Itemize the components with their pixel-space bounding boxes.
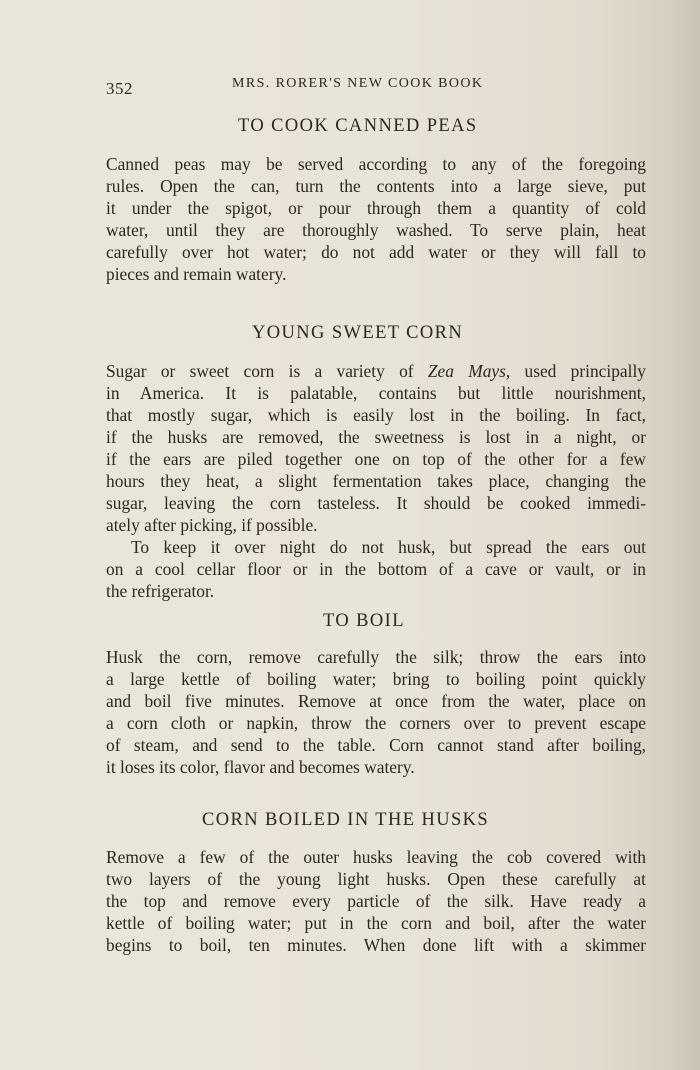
text-line: carefully over hot water; do not add water or they will fall to bbox=[106, 242, 646, 262]
text-line: hours they heat, a slight fermentation takes place, changing the bbox=[106, 471, 646, 491]
text-line: if the husks are removed, the sweetness is lost in a night, or bbox=[106, 427, 646, 447]
text-line: sugar, leaving the corn tasteless. It should be cooked immedi- bbox=[106, 493, 646, 513]
text-line: a corn cloth or napkin, throw the corners over to prevent escape bbox=[106, 713, 646, 733]
text-line: the refrigerator. bbox=[106, 581, 215, 601]
text-line: and boil five minutes. Remove at once from the water, place on bbox=[106, 691, 646, 711]
text-line: two layers of the young light husks. Open these carefully at bbox=[106, 869, 646, 889]
paragraph-sweet-corn-2 bbox=[106, 536, 646, 602]
text-line: Remove a few of the outer husks leaving the cob covered with bbox=[106, 847, 646, 867]
page-number: 352 bbox=[106, 79, 133, 98]
text-line: Husk the corn, remove carefully the silk; throw the ears into bbox=[106, 647, 646, 667]
text-line: ately after picking, if possible. bbox=[106, 515, 318, 535]
text-line: To keep it over night do not husk, but spread the ears out bbox=[131, 537, 646, 557]
heading-corn-boiled-in-husks: CORN BOILED IN THE HUSKS bbox=[202, 810, 490, 830]
text-segment: Sugar or sweet corn is a variety of bbox=[106, 361, 428, 381]
heading-to-boil: TO BOIL bbox=[323, 611, 405, 631]
text-line: of steam, and send to the table. Corn cannot stand after boiling, bbox=[106, 735, 646, 755]
text-line: the top and remove every particle of the silk. Have ready a bbox=[106, 891, 646, 911]
text-line: begins to boil, ten minutes. When done lift with a skimmer bbox=[106, 935, 646, 955]
page-header bbox=[106, 76, 526, 100]
text-line: that mostly sugar, which is easily lost in the boiling. In fact, bbox=[106, 405, 646, 425]
heading-young-sweet-corn: YOUNG SWEET CORN bbox=[252, 323, 464, 343]
text-line: pieces and remain watery. bbox=[106, 264, 287, 284]
text-line: kettle of boiling water; put in the corn and boil, after the water bbox=[106, 913, 646, 933]
text-line bbox=[106, 360, 646, 382]
paragraph-sweet-corn-1 bbox=[106, 360, 646, 536]
paragraph-canned-peas bbox=[106, 153, 646, 285]
running-head: MRS. RORER'S NEW COOK BOOK bbox=[232, 76, 484, 91]
text-line: water, until they are thoroughly washed. To serve plain, heat bbox=[106, 220, 646, 240]
text-line: a large kettle of boiling water; bring to boiling point quickly bbox=[106, 669, 646, 689]
text-line: Canned peas may be served according to any of the foregoing bbox=[106, 154, 646, 174]
text-line: in America. It is palatable, contains but little nourishment, bbox=[106, 383, 646, 403]
text-line: rules. Open the can, turn the contents into a large sieve, put bbox=[106, 176, 646, 196]
paragraph-to-boil bbox=[106, 646, 646, 778]
paragraph-corn-boiled-in-husks bbox=[106, 846, 646, 956]
text-segment: , used principally bbox=[505, 361, 646, 381]
italic-term: Zea Mays bbox=[427, 361, 506, 381]
text-line: it under the spigot, or pour through them a quantity of cold bbox=[106, 198, 646, 218]
heading-canned-peas: TO COOK CANNED PEAS bbox=[238, 116, 478, 136]
text-line: on a cool cellar floor or in the bottom of a cave or vault, or in bbox=[106, 559, 646, 579]
text-line: it loses its color, flavor and becomes watery. bbox=[106, 757, 415, 777]
text-line: if the ears are piled together one on top of the other for a few bbox=[106, 449, 646, 469]
